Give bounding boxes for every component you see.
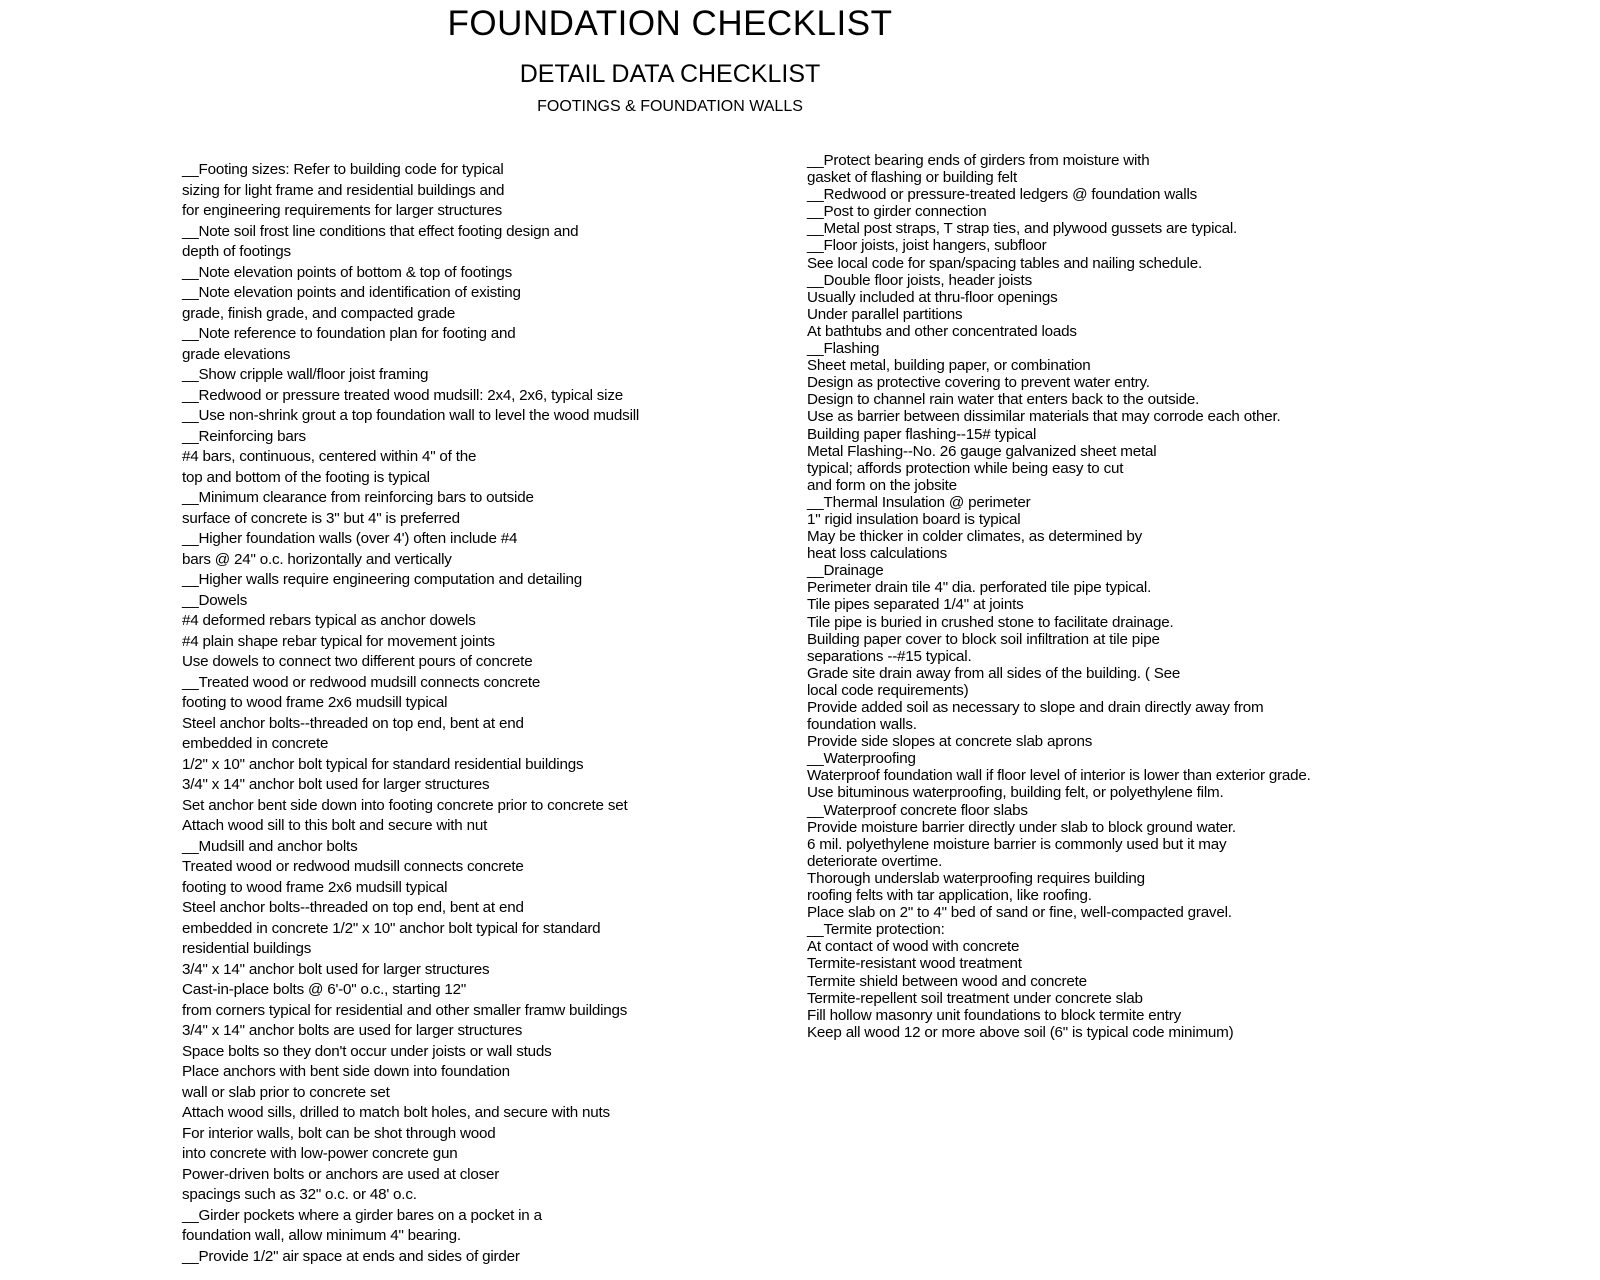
checklist-line: #4 deformed rebars typical as anchor dowels	[182, 612, 476, 629]
checklist-left-column	[182, 160, 782, 1267]
checklist-line: __Provide 1/2" air space at ends and sides of girder	[182, 1247, 520, 1265]
checklist-line: Grade site drain away from all sides of the building. ( See	[807, 664, 1181, 682]
checklist-line: Attach wood sill to this bolt and secure with nut	[182, 817, 488, 834]
page-title: FOUNDATION CHECKLIST	[447, 4, 893, 43]
checklist-line: Building paper cover to block soil infiltration at tile pipe	[807, 630, 1160, 648]
checklist-line: Design as protective covering to prevent water entry.	[807, 374, 1150, 392]
checklist-line: 1" rigid insulation board is typical	[807, 510, 1021, 528]
checklist-line: __Note elevation points of bottom & top of footings	[182, 263, 513, 281]
checklist-line: __Girder pockets where a girder bares on a pocket in a	[182, 1206, 542, 1224]
checklist-line: __Post to girder connection	[807, 203, 987, 221]
checklist-line: __Note reference to foundation plan for footing and	[182, 325, 516, 342]
checklist-line: __Note elevation points and identification of existing	[182, 284, 521, 301]
page-subtitle: DETAIL DATA CHECKLIST	[519, 60, 821, 88]
checklist-line: 3/4" x 14" anchor bolts are used for larger structures	[182, 1022, 523, 1039]
checklist-line: typical; affords protection while being easy to cut	[807, 459, 1124, 477]
checklist-line: __Termite protection:	[807, 921, 945, 939]
checklist-line: for engineering requirements for larger structures	[182, 202, 503, 219]
checklist-line: grade elevations	[182, 345, 291, 363]
checklist-line: surface of concrete is 3" but 4" is preferred	[182, 509, 460, 527]
checklist-line: footing to wood frame 2x6 mudsill typical	[182, 878, 448, 896]
checklist-line: embedded in concrete	[182, 735, 329, 752]
checklist-line: from corners typical for residential and other smaller framw buildings	[182, 1001, 628, 1019]
checklist-line: __Mudsill and anchor bolts	[182, 837, 358, 855]
checklist-line: __Metal post straps, T strap ties, and plywood gussets are typical.	[807, 220, 1238, 238]
checklist-line: Termite-resistant wood treatment	[807, 955, 1022, 973]
checklist-line: Steel anchor bolts--threaded on top end, bent at end	[182, 899, 524, 916]
checklist-line: and form on the jobsite	[807, 476, 957, 494]
checklist-line: Metal Flashing--No. 26 gauge galvanized sheet metal	[807, 442, 1157, 460]
checklist-line: At bathtubs and other concentrated loads	[807, 322, 1077, 340]
checklist-line: #4 bars, continuous, centered within 4" of the	[182, 448, 477, 465]
checklist-line: gasket of flashing or building felt	[807, 169, 1017, 187]
checklist-line: Cast-in-place bolts @ 6'-0" o.c., starting 12"	[182, 981, 467, 998]
checklist-line: Steel anchor bolts--threaded on top end, bent at end	[182, 714, 524, 732]
checklist-line: __Redwood or pressure-treated ledgers @ foundation walls	[807, 186, 1198, 204]
checklist-line: bars @ 24" o.c. horizontally and vertically	[182, 550, 452, 568]
checklist-line: __Minimum clearance from reinforcing bars to outside	[182, 489, 534, 506]
checklist-line: __Dowels	[182, 591, 248, 609]
checklist-line: __Flashing	[807, 340, 880, 358]
checklist-line: Thorough underslab waterproofing requires building	[807, 869, 1145, 887]
checklist-line: Design to channel rain water that enters back to the outside.	[807, 391, 1200, 409]
checklist-line: Use bituminous waterproofing, building felt, or polyethylene film.	[807, 784, 1224, 802]
checklist-line: __Protect bearing ends of girders from moisture with	[807, 152, 1150, 169]
checklist-line: sizing for light frame and residential buildings and	[182, 181, 505, 199]
checklist-line: wall or slab prior to concrete set	[182, 1083, 390, 1101]
checklist-line: spacings such as 32" o.c. or 48' o.c.	[182, 1186, 417, 1203]
checklist-line: 3/4" x 14" anchor bolt used for larger structures	[182, 776, 490, 793]
checklist-line: Place anchors with bent side down into foundation	[182, 1063, 510, 1080]
checklist-line: __Higher foundation walls (over 4') often include #4	[182, 530, 518, 547]
checklist-line: Space bolts so they don't occur under joists or wall studs	[182, 1042, 552, 1060]
checklist-line: residential buildings	[182, 940, 312, 957]
checklist-line: Usually included at thru-floor openings	[807, 288, 1058, 306]
checklist-line: depth of footings	[182, 243, 291, 260]
checklist-line: 3/4" x 14" anchor bolt used for larger structures	[182, 960, 490, 978]
checklist-line: For interior walls, bolt can be shot through wood	[182, 1124, 496, 1142]
checklist-line: Termite shield between wood and concrete	[807, 972, 1087, 990]
checklist-line: #4 plain shape rebar typical for movement joints	[182, 632, 495, 650]
checklist-line: Building paper flashing--15# typical	[807, 425, 1037, 443]
checklist-line: Provide side slopes at concrete slab aprons	[807, 733, 1093, 751]
checklist-line: heat loss calculations	[807, 545, 947, 563]
checklist-line: Keep all wood 12 or more above soil (6" is typical code minimum)	[807, 1023, 1234, 1041]
checklist-line: embedded in concrete 1/2" x 10" anchor bolt typical for standard	[182, 919, 601, 937]
checklist-line: grade, finish grade, and compacted grade	[182, 304, 456, 322]
checklist-right-column	[807, 152, 1587, 1041]
checklist-line: Termite-repellent soil treatment under concrete slab	[807, 989, 1143, 1007]
checklist-line: Perimeter drain tile 4" dia. perforated tile pipe typical.	[807, 579, 1152, 597]
checklist-line: Tile pipe is buried in crushed stone to facilitate drainage.	[807, 613, 1174, 631]
checklist-line: Set anchor bent side down into footing concrete prior to concrete set	[182, 796, 628, 814]
checklist-line: Treated wood or redwood mudsill connects concrete	[182, 858, 524, 875]
checklist-line: __Reinforcing bars	[182, 427, 306, 445]
checklist-line: Use dowels to connect two different pours of concrete	[182, 653, 533, 670]
checklist-line: Tile pipes separated 1/4" at joints	[807, 596, 1024, 614]
checklist-line: __Waterproof concrete floor slabs	[807, 801, 1028, 819]
checklist-line: Sheet metal, building paper, or combination	[807, 357, 1091, 375]
checklist-line: Power-driven bolts or anchors are used at closer	[182, 1165, 500, 1183]
checklist-line: deteriorate overtime.	[807, 852, 943, 870]
checklist-line: __Show cripple wall/floor joist framing	[182, 366, 429, 383]
checklist-line: footing to wood frame 2x6 mudsill typical	[182, 694, 448, 711]
checklist-line: foundation walls.	[807, 716, 917, 734]
checklist-line: May be thicker in colder climates, as determined by	[807, 528, 1143, 546]
checklist-line: Attach wood sills, drilled to match bolt holes, and secure with nuts	[182, 1104, 610, 1121]
checklist-line: foundation wall, allow minimum 4" bearing.	[182, 1227, 461, 1244]
checklist-line: Place slab on 2" to 4" bed of sand or fine, well-compacted gravel.	[807, 904, 1232, 922]
checklist-line: __Drainage	[807, 562, 884, 580]
checklist-line: __Note soil frost line conditions that effect footing design and	[182, 222, 579, 240]
section-heading: FOOTINGS & FOUNDATION WALLS	[537, 98, 803, 115]
checklist-line: Use as barrier between dissimilar materials that may corrode each other.	[807, 408, 1281, 426]
checklist-line: into concrete with low-power concrete gun	[182, 1145, 458, 1162]
checklist-line: __Use non-shrink grout a top foundation wall to level the wood mudsill	[182, 407, 640, 424]
checklist-line: top and bottom of the footing is typical	[182, 468, 430, 486]
checklist-line: __Treated wood or redwood mudsill connects concrete	[182, 673, 541, 691]
checklist-line: __Thermal Insulation @ perimeter	[807, 493, 1031, 511]
checklist-line: Waterproof foundation wall if floor level of interior is lower than exterior grade.	[807, 767, 1311, 785]
checklist-line: __Higher walls require engineering computation and detailing	[182, 571, 583, 588]
checklist-line: Provide added soil as necessary to slope and drain directly away from	[807, 699, 1264, 716]
checklist-line: __Floor joists, joist hangers, subfloor	[807, 237, 1047, 255]
checklist-line: local code requirements)	[807, 681, 969, 699]
checklist-line: 6 mil. polyethylene moisture barrier is commonly used but it may	[807, 835, 1227, 853]
checklist-line: Fill hollow masonry unit foundations to block termite entry	[807, 1006, 1181, 1024]
checklist-line: Under parallel partitions	[807, 305, 963, 323]
checklist-line: See local code for span/spacing tables and nailing schedule.	[807, 254, 1202, 272]
checklist-line: 1/2" x 10" anchor bolt typical for standard residential buildings	[182, 755, 584, 773]
checklist-line: __Double floor joists, header joists	[807, 271, 1032, 289]
checklist-line: __Waterproofing	[807, 750, 916, 768]
checklist-line: separations --#15 typical.	[807, 647, 972, 665]
checklist-line: roofing felts with tar application, like roofing.	[807, 887, 1092, 905]
checklist-line: At contact of wood with concrete	[807, 938, 1020, 956]
checklist-line: __Footing sizes: Refer to building code for typical	[182, 161, 504, 178]
checklist-line: Provide moisture barrier directly under slab to block ground water.	[807, 818, 1236, 836]
checklist-line: __Redwood or pressure treated wood mudsill: 2x4, 2x6, typical size	[182, 386, 623, 404]
